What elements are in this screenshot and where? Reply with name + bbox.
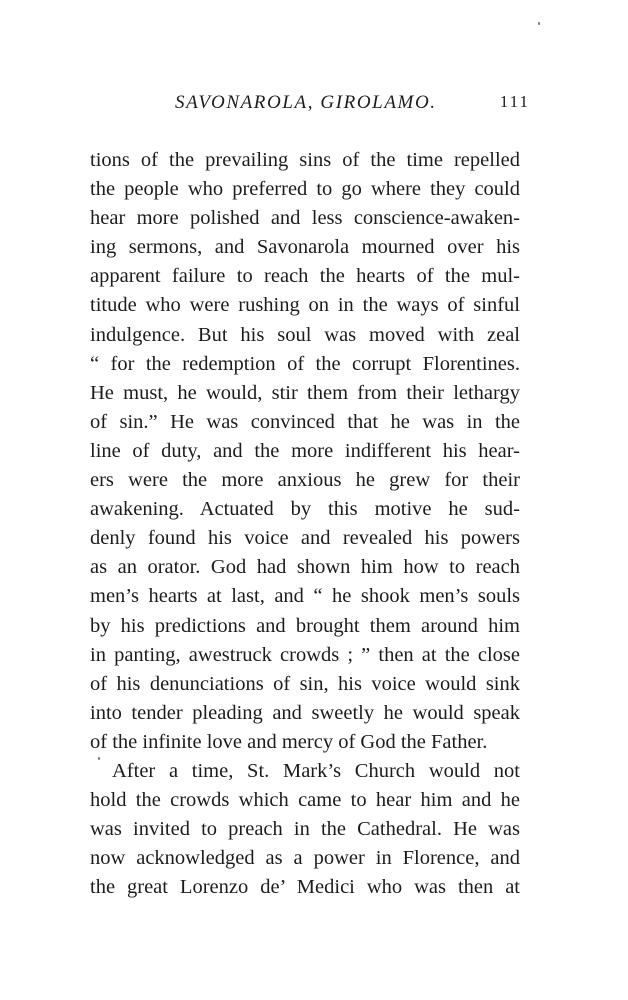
text-line: awakening. Actuated by this motive he sud- bbox=[90, 498, 520, 521]
paper-speck bbox=[538, 22, 540, 25]
text-line: of sin.” He was convinced that he was in the bbox=[90, 410, 520, 433]
text-line: tions of the prevailing sins of the time repelled bbox=[90, 149, 520, 171]
running-title: SAVONAROLA, GIROLAMO. bbox=[175, 92, 437, 113]
text-line: men’s hearts at last, and “ he shook men’s souls bbox=[90, 585, 520, 608]
text-line: of his denunciations of sin, his voice would sink bbox=[90, 672, 520, 695]
text-line: line of duty, and the more indifferent his hear- bbox=[90, 439, 520, 462]
text-line: indulgence. But his soul was moved with zeal bbox=[90, 323, 520, 346]
text-line: the great Lorenzo de’ Medici who was then at bbox=[90, 876, 520, 899]
paragraph-start-line: After a time, St. Mark’s Church would not bbox=[112, 759, 520, 782]
page-number: 111 bbox=[499, 92, 530, 111]
text-line: titude who were rushing on in the ways of sinful bbox=[90, 294, 520, 317]
text-line: in panting, awestruck crowds ; ” then at the close bbox=[90, 643, 520, 666]
text-line: “ for the redemption of the corrupt Florentines. bbox=[90, 352, 520, 375]
text-line: hold the crowds which came to hear him and he bbox=[90, 789, 520, 812]
text-line: by his predictions and brought them around him bbox=[90, 614, 520, 637]
text-line: now acknowledged as a power in Florence, and bbox=[90, 847, 520, 870]
paper-speck bbox=[98, 757, 100, 760]
text-line: into tender pleading and sweetly he would speak bbox=[90, 701, 520, 724]
text-line: denly found his voice and revealed his powers bbox=[90, 527, 520, 550]
text-line: He must, he would, stir them from their lethargy bbox=[90, 381, 520, 404]
text-line: of the infinite love and mercy of God the Father. bbox=[90, 730, 488, 753]
text-line: ers were the more anxious he grew for their bbox=[90, 469, 520, 492]
text-line: hear more polished and less conscience-awaken- bbox=[90, 207, 520, 230]
text-line: as an orator. God had shown him how to reach bbox=[90, 556, 520, 579]
text-line: ing sermons, and Savonarola mourned over his bbox=[90, 236, 520, 259]
body-text bbox=[90, 146, 520, 902]
text-line: the people who preferred to go where they could bbox=[90, 178, 520, 201]
text-line: apparent failure to reach the hearts of the mul- bbox=[90, 265, 520, 288]
text-line: was invited to preach in the Cathedral. He was bbox=[90, 818, 520, 841]
running-head bbox=[120, 92, 530, 116]
